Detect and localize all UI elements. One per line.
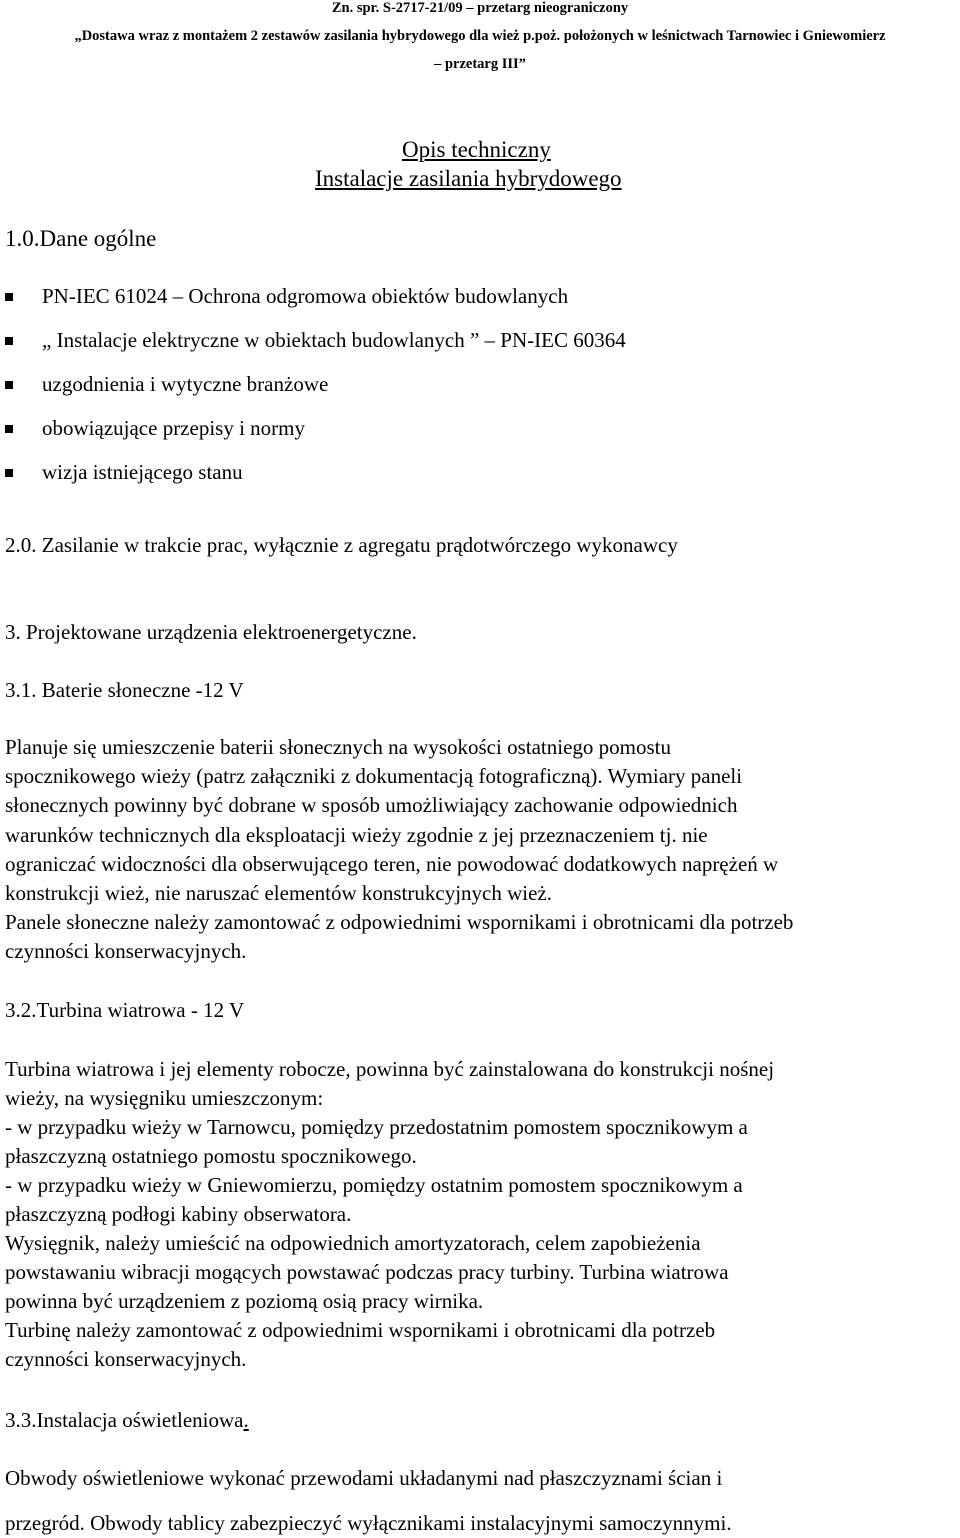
section-3-heading: 3. Projektowane urządzenia elektroenergetyczne. — [5, 620, 417, 644]
list-item: obowiązujące przepisy i normy — [42, 416, 305, 440]
text-line: - w przypadku wieży w Gniewomierzu, pomiędzy ostatnim pomostem spocznikowym a — [5, 1173, 743, 1197]
header-line-tender: – przetarg III” — [434, 56, 526, 72]
section-3-3-heading — [5, 1408, 249, 1433]
list-item: PN-IEC 61024 – Ochrona odgromowa obiektów budowlanych — [42, 284, 569, 308]
header-line-subject: „Dostawa wraz z montażem 2 zestawów zasilania hybrydowego dla wież p.poż. położonych w leśnictwach Tarnowiec i Gniewomierz — [74, 28, 886, 44]
section-3-2-heading: 3.2.Turbina wiatrowa - 12 V — [5, 998, 245, 1022]
text-line: wieży, na wysięgniku umieszczonym: — [5, 1086, 324, 1110]
text-line: powinna być urządzeniem z poziomą osią pracy wirnika. — [5, 1289, 484, 1313]
text-line: Panele słoneczne należy zamontować z odpowiednimi wspornikami i obrotnicami dla potrzeb — [5, 910, 794, 935]
bullet-marker — [5, 293, 13, 301]
page-title: Opis techniczny — [402, 137, 551, 162]
text-line: czynności konserwacyjnych. — [5, 1347, 247, 1371]
text-line: - w przypadku wieży w Tarnowcu, pomiędzy przedostatnim pomostem spocznikowym a — [5, 1115, 748, 1139]
text-line: czynności konserwacyjnych. — [5, 939, 247, 964]
text-line: konstrukcji wież, nie naruszać elementów konstrukcyjnych wież. — [5, 880, 552, 905]
text-line: powstawaniu wibracji mogących powstawać podczas pracy turbiny. Turbina wiatrowa — [5, 1260, 729, 1284]
section-1-heading: 1.0.Dane ogólne — [5, 226, 157, 251]
text-line: Obwody oświetleniowe wykonać przewodami układanymi nad płaszczyznami ścian i — [5, 1466, 723, 1490]
section-2-heading: 2.0. Zasilanie w trakcie prac, wyłącznie z agregatu prądotwórczego wykonawcy — [5, 533, 678, 557]
section-3-1-heading: 3.1. Baterie słoneczne -12 V — [5, 678, 244, 702]
text-line: Turbina wiatrowa i jej elementy robocze, powinna być zainstalowana do konstrukcji nośnej — [5, 1057, 775, 1081]
section-3-1-body — [5, 733, 960, 967]
text-line: Turbinę należy zamontować z odpowiednimi wspornikami i obrotnicami dla potrzeb — [5, 1318, 716, 1342]
section-3-2-body — [5, 1055, 960, 1374]
text-line: spocznikowego wieży (patrz załączniki z dokumentacją fotograficzną). Wymiary paneli — [5, 764, 743, 789]
bullet-marker — [5, 337, 13, 345]
bullet-marker — [5, 469, 13, 477]
section-3-3-heading-dot: . — [243, 1408, 249, 1432]
text-line: Wysięgnik, należy umieścić na odpowiednich amortyzatorach, celem zapobieżenia — [5, 1231, 701, 1255]
text-line: płaszczyzną ostatniego pomostu spocznikowego. — [5, 1144, 417, 1168]
text-line: słonecznych powinny być dobrane w sposób umożliwiający zachowanie odpowiednich — [5, 793, 738, 818]
page-subtitle: Instalacje zasilania hybrydowego — [315, 166, 622, 191]
text-line: Planuje się umieszczenie baterii słonecznych na wysokości ostatniego pomostu — [5, 735, 671, 759]
text-line: przegród. Obwody tablicy zabezpieczyć wyłącznikami instalacyjnymi samoczynnymi. — [5, 1511, 732, 1535]
list-item: uzgodnienia i wytyczne branżowe — [42, 372, 329, 396]
list-item: „ Instalacje elektryczne w obiektach budowlanych ” – PN-IEC 60364 — [42, 328, 626, 352]
list-item: wizja istniejącego stanu — [42, 460, 243, 484]
section-3-3-heading-text: 3.3.Instalacja oświetleniowa — [5, 1408, 244, 1432]
bullet-marker — [5, 381, 13, 389]
text-line: ograniczać widoczności dla obserwującego teren, nie powodować dodatkowych naprężeń w — [5, 851, 779, 876]
text-line: płaszczyzną podłogi kabiny obserwatora. — [5, 1202, 352, 1226]
bullet-marker — [5, 425, 13, 433]
text-line: warunków technicznych dla eksploatacji wieży zgodnie z jej przeznaczeniem tj. nie — [5, 822, 708, 847]
header-line-case-number: Zn. spr. S-2717-21/09 – przetarg nieograniczony — [331, 0, 629, 16]
